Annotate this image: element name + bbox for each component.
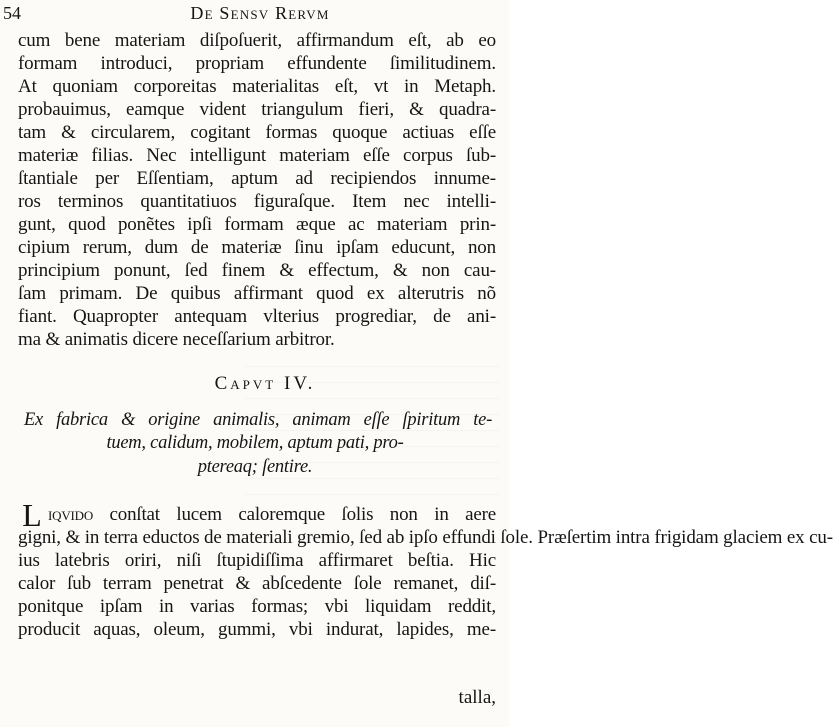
body-line: ma & animatis dicere neceſſarium arbitror.: [18, 329, 335, 350]
chapter-summary-line: Ex fabrica & origine animalis, animam eſſe ſpiritum te-: [24, 410, 492, 430]
body-line: ponitque ipſam in varias formas; vbi liquidam reddit,: [18, 596, 496, 617]
body-line: ros terminos quantitatiuos figuraſque. Item nec intelli-: [18, 191, 496, 212]
opening-line: [48, 504, 496, 526]
body-line: principium ponunt, ſed finem & effectum, & non cau-: [18, 260, 496, 281]
body-line: gigni, & in terra eductos de materiali gremio, ſed ab ipſo effundi ſole. Præſertim intra frigidam glaciem ex cu-: [18, 527, 833, 548]
running-title: De Sensv Rervm: [190, 3, 330, 23]
page-header: [0, 2, 509, 26]
page-number: 54: [3, 3, 21, 23]
body-line: ſtantiale per Eſſentiam, aptum ad recipiendos innume-: [18, 168, 496, 189]
body-line: gunt, quod ponẽtes ipſi formam æque ac materiam prin-: [18, 214, 496, 235]
body-line: At quoniam corporeitas materialitas eſt, vt in Metaph.: [18, 76, 496, 97]
body-line: calor ſub terram penetrat & abſcedente ſole remanet, diſ-: [18, 573, 496, 594]
opening-small-caps: iqvido: [48, 504, 94, 525]
body-line: tam & circularem, cogitant formas quoque actiuas eſſe: [18, 122, 496, 143]
body-line: cipium rerum, dum de materiæ ſinu ipſam educunt, non: [18, 237, 496, 258]
chapter-summary-line: ptereaq; ſentire.: [197, 457, 313, 477]
opening-line-rest: conſtat lucem caloremque ſolis non in aere: [93, 504, 496, 525]
body-line: probauimus, eamque vident triangulum fieri, & quadra-: [18, 99, 496, 120]
body-line: formam introduci, propriam effundente ſimilitudinem.: [18, 53, 496, 74]
body-line: materiæ filias. Nec intelligunt materiam eſſe corpus ſub-: [18, 145, 496, 166]
chapter-heading: Capvt IV.: [214, 373, 316, 394]
body-line: cum bene materiam diſpoſuerit, affirmandum eſt, ab eo: [18, 30, 496, 51]
body-line: producit aquas, oleum, gummi, vbi indurat, lapides, me-: [18, 619, 496, 640]
body-line: ſam primam. De quibus affirmant quod ex alterutris nõ: [18, 283, 496, 304]
chapter-summary-line: tuem, calidum, mobilem, aptum pati, pro-: [106, 433, 404, 453]
drop-initial: L: [22, 497, 42, 533]
body-line: ius latebris oriri, niſi ſtupidiſſima affirmaret beſtia. Hic: [18, 550, 496, 571]
catchword: talla,: [458, 687, 496, 708]
body-line: fiant. Quapropter antequam vlterius progrediar, de ani-: [18, 306, 496, 327]
